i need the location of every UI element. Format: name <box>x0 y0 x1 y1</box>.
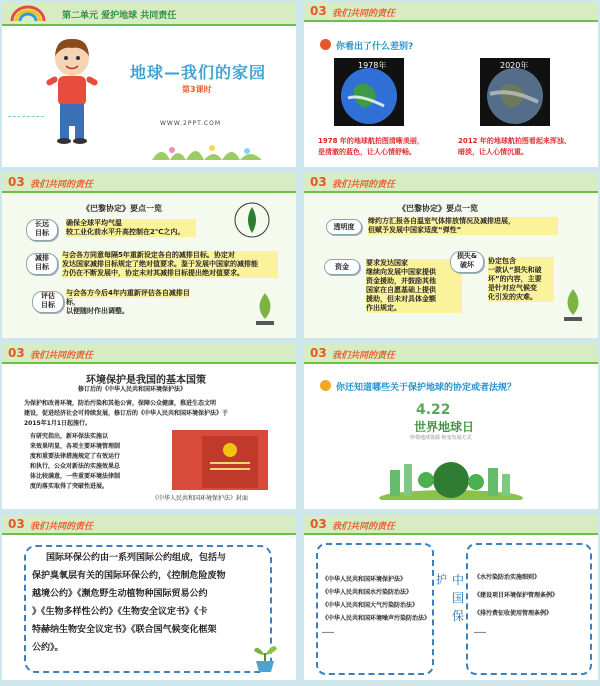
text-line: 化引发的灾难。 <box>488 293 537 301</box>
section-label: 我们共同的责任 <box>332 180 396 190</box>
text-line: 要求发达国家 <box>366 259 408 267</box>
year-right: 2020年 <box>500 61 529 70</box>
text-line: 与会各方今后4年内重新评估各自减排目 <box>66 289 190 297</box>
text-line: 特赫纳生物安全议定书》《联合国气候变化框架 <box>32 625 217 635</box>
caption-left <box>318 136 424 158</box>
para-line: 2015年1月1日起施行。 <box>24 420 92 427</box>
tag-line: 目标 <box>35 229 49 237</box>
vertical-char: 国 <box>452 591 465 605</box>
earth-2020-image <box>480 58 550 126</box>
caption-left-line: 是清澈的蓝色，让人心情舒畅。 <box>318 148 416 156</box>
cop21-leaf-logo <box>250 289 280 329</box>
text-line: 与会各方同意每隔5年重新设定各自的减排目标。协定对 <box>62 251 235 259</box>
vertical-text-left: 护 <box>436 573 447 586</box>
para-line: 有研究指出，新环保法实施以 <box>30 433 109 440</box>
year-left: 1978年 <box>358 61 387 70</box>
cover-top-line <box>2 24 296 26</box>
text-line: 但赋予发展中国家适度“弹性” <box>368 226 462 234</box>
law-heading: 环境保护是我国的基本国策 <box>86 375 206 386</box>
poster-title: 世界地球日 <box>414 420 475 434</box>
law-item: 《中华人民共和国环境噪声污染防治法》 <box>322 615 431 622</box>
text-line: 力仍在不断发展中，协定未对其减排目标提出绝对值要求。 <box>62 269 244 277</box>
earth-1978-image <box>334 58 404 126</box>
text-line: 较工业化前水平升高控制在2℃之内。 <box>66 228 185 236</box>
caption-right <box>458 136 571 158</box>
law-item: 《水污染防治实施细则》 <box>474 574 541 581</box>
para-line: 度的落实取得了突破性进展。 <box>30 483 109 490</box>
section-number: 03 <box>8 517 25 531</box>
vertical-char: 中 <box>452 573 465 587</box>
law-paragraph-2 <box>30 432 160 492</box>
para-line: 来效果明显，各项主要环境管理制 <box>30 443 121 450</box>
paris-title: 《巴黎协定》要点一览 <box>398 204 478 213</box>
tag-reduction <box>26 253 58 275</box>
text-line: 越境公约》《濒危野生动植物种国际贸易公约 <box>32 589 208 599</box>
section-label: 我们共同的责任 <box>30 351 94 361</box>
tag-line: 长远 <box>35 220 49 228</box>
text-line: 以便随时作出调整。 <box>66 307 129 315</box>
para-line: 和执行，公众对新法的实施效果总 <box>30 463 121 470</box>
tag-long-term <box>26 219 58 241</box>
question-text: 你还知道哪些关于保护地球的协定或者法规？ <box>336 383 517 393</box>
law-item: 《建设项目环境保护管理条例》 <box>474 592 559 599</box>
tag-loss <box>450 251 484 273</box>
tag-line: 减排 <box>35 254 49 262</box>
decor-line <box>8 116 44 117</box>
text-line: 公约》。 <box>32 643 64 653</box>
header-rule <box>304 362 598 364</box>
text-line: 发达国家减排目标规定了绝对值要求。鉴于发展中国家的减排能 <box>62 260 258 268</box>
law-item: …… <box>474 628 486 635</box>
text-line: 援助，但未对具体金额 <box>366 295 436 303</box>
section-header <box>304 344 598 364</box>
cop21-leaf-logo <box>558 285 588 325</box>
section-label: 我们共同的责任 <box>332 9 396 19</box>
text-reduction <box>62 251 278 278</box>
para-line: 建设，促进经济社会可持续发展，修订后的《中华人民共和国环境保护法》于 <box>24 410 229 417</box>
website-text: WWW.2PPT.COM <box>160 120 222 127</box>
text-fund <box>366 259 462 313</box>
section-number: 03 <box>8 346 25 360</box>
text-line: 国家在自愿基础上提供 <box>366 286 436 294</box>
section-label: 我们共同的责任 <box>332 351 396 361</box>
header-rule <box>304 533 598 535</box>
header-rule <box>2 533 296 535</box>
cop21-globe-logo <box>230 201 274 239</box>
law-subheading: 修订后的《中华人民共和国环境保护法》 <box>78 386 187 393</box>
slide-paris-1[interactable] <box>2 173 296 338</box>
section-number: 03 <box>310 517 327 531</box>
cover-title: 地球—我们的家园 <box>130 63 267 82</box>
section-header <box>304 515 598 535</box>
law-book-cover-image <box>172 430 268 490</box>
book-caption: 《中华人民共和国环境保护法》封面 <box>152 495 249 502</box>
text-transparency <box>368 217 558 235</box>
text-line: 确保全球平均气温 <box>66 219 122 227</box>
grass-decoration <box>152 142 262 160</box>
earth-day-poster <box>376 400 526 500</box>
section-label: 我们共同的责任 <box>30 180 94 190</box>
poster-subtitle: 珍惜地球资源 转变发展方式 <box>410 435 472 441</box>
para-line: 体比较满意，一些重要环境法律制 <box>30 473 121 480</box>
boy-illustration <box>42 36 102 146</box>
text-line: 标， <box>66 298 80 306</box>
section-number: 03 <box>310 175 327 189</box>
question-icon <box>320 380 331 391</box>
vertical-text <box>452 571 466 625</box>
tag-evaluation <box>32 291 64 313</box>
slide-paris-2[interactable] <box>304 173 598 338</box>
tag-line: 评估 <box>41 292 55 300</box>
section-number: 03 <box>310 4 327 18</box>
section-header <box>304 2 598 22</box>
law-paragraph-1 <box>24 399 284 429</box>
slide-earth-day[interactable] <box>304 344 598 509</box>
section-header <box>2 515 296 535</box>
laws-left-list <box>322 573 432 638</box>
rainbow-icon <box>8 5 56 23</box>
text-line: 保护臭氧层有关的国际环保公约，《控制危险废物 <box>32 571 226 581</box>
section-header <box>2 344 296 364</box>
text-line: 是针对应气候变 <box>488 284 537 292</box>
paris-title: 《巴黎协定》要点一览 <box>82 204 162 213</box>
green-earth-illustration <box>376 440 526 500</box>
text-line: 缔约方汇报各自温室气体排放情况及减排进展， <box>368 217 515 225</box>
text-long-term <box>66 219 196 237</box>
section-number: 03 <box>8 175 25 189</box>
slide-compare[interactable] <box>304 2 598 167</box>
conventions-text <box>32 549 268 657</box>
section-header <box>2 173 296 193</box>
section-label: 我们共同的责任 <box>332 522 396 532</box>
slide-env-law[interactable] <box>2 344 296 509</box>
slide-cover[interactable] <box>2 2 296 167</box>
tag-line: 破坏 <box>460 261 474 269</box>
tag-line: 目标 <box>35 263 49 271</box>
text-line: 继续向发展中国家提供 <box>366 268 436 276</box>
law-item: 《中华人民共和国环境保护法》 <box>322 576 407 583</box>
tag-line: 目标 <box>41 301 55 309</box>
para-line: 为保护和改善环境，防治污染和其他公害，保障公众健康，推进生态文明 <box>24 400 217 407</box>
section-number: 03 <box>310 346 327 360</box>
laws-right-list <box>474 569 586 641</box>
lesson-label: 第3课时 <box>182 85 212 94</box>
text-line: 作出规定。 <box>366 304 401 312</box>
slide-china-laws[interactable] <box>304 515 598 680</box>
vertical-char: 保 <box>452 609 465 623</box>
law-item: 《排污费征收使用管理条例》 <box>474 610 553 617</box>
unit-label: 第二单元 爱护地球 共同责任 <box>62 11 177 21</box>
law-item: …… <box>322 628 334 635</box>
law-item: 《中华人民共和国水污染防治法》 <box>322 589 413 596</box>
text-line: 一款认“损失和破 <box>488 266 542 274</box>
section-label: 我们共同的责任 <box>30 522 94 532</box>
poster-date: 4.22 <box>416 402 451 418</box>
caption-left-line: 1978 年的地球航拍图清晰美丽， <box>318 137 424 145</box>
header-rule <box>2 362 296 364</box>
text-line: 协定包含 <box>488 257 516 265</box>
tag-fund: 资金 <box>324 259 360 275</box>
question-icon <box>320 39 331 50</box>
tag-line: 损失& <box>456 252 478 260</box>
text-evaluation <box>66 289 246 316</box>
text-line: 国际环保公约由一系列国际公约组成，包括与 <box>46 553 227 563</box>
para-line: 度和重要法律措施规定了有效运行 <box>30 453 121 460</box>
question-text: 你看出了什么差别? <box>336 42 414 52</box>
slide-intl-conventions[interactable] <box>2 515 296 680</box>
section-header <box>304 173 598 193</box>
law-item: 《中华人民共和国大气污染防治法》 <box>322 602 419 609</box>
caption-right-line: 2012 年的地球航拍图看起来浑浊、 <box>458 137 571 145</box>
text-loss <box>488 257 554 302</box>
tag-transparency: 透明度 <box>326 219 362 235</box>
text-line: 》《生物多样性公约》《生物安全议定书》《卡 <box>32 607 208 617</box>
header-rule <box>304 20 598 22</box>
text-line: 资金援助，并鼓励其他 <box>366 277 436 285</box>
plant-pot-icon <box>250 639 280 673</box>
text-line: 坏”的内容，主要 <box>488 275 542 283</box>
caption-right-line: 暗淡，让人心情沉重。 <box>458 148 528 156</box>
